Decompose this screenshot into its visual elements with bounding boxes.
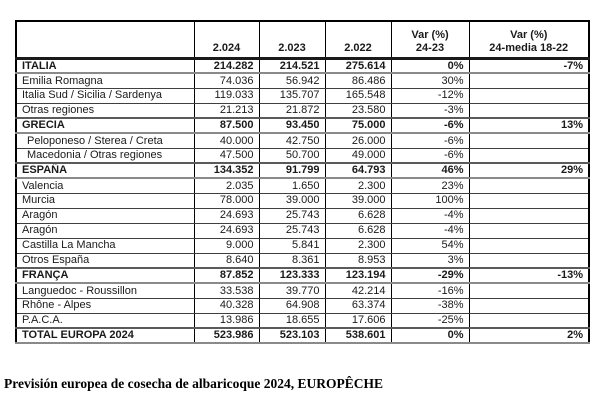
region-label: Languedoc - Roussillon [16,283,194,298]
value-cell [469,148,589,163]
value-cell: 134.352 [194,163,259,178]
value-cell: -3% [391,103,469,118]
value-cell: 40.328 [194,298,259,313]
value-cell: 74.036 [194,73,259,88]
value-cell: -13% [469,268,589,283]
value-cell: 8.953 [325,253,391,268]
value-cell: 49.000 [325,148,391,163]
header-year-2022-label: 2.022 [344,41,372,54]
value-cell: -12% [391,88,469,103]
value-cell: 165.548 [325,88,391,103]
value-cell: 33.538 [194,283,259,298]
value-cell: 6.628 [325,208,391,223]
value-cell: -6% [391,118,469,133]
region-label: Castilla La Mancha [16,238,194,253]
value-cell [469,178,589,193]
value-cell: 75.000 [325,118,391,133]
value-cell: 86.486 [325,73,391,88]
value-cell: 42.750 [259,133,325,148]
value-cell: 8.640 [194,253,259,268]
value-cell: -25% [391,313,469,328]
table-row [16,193,589,208]
value-cell: -4% [391,223,469,238]
table-row [16,298,589,313]
value-cell [469,88,589,103]
harvest-forecast-table [15,20,590,344]
value-cell: 26.000 [325,133,391,148]
table-row [16,238,589,253]
table-row [16,313,589,328]
value-cell: 2.300 [325,238,391,253]
header-year-2023 [259,21,325,58]
value-cell: 50.700 [259,148,325,163]
value-cell: 523.103 [259,328,325,343]
region-label: Aragón [16,208,194,223]
region-label: GRECIA [16,118,194,133]
header-year-2024 [194,21,259,58]
value-cell [469,253,589,268]
value-cell: 39.000 [325,193,391,208]
value-cell: 214.282 [194,58,259,73]
value-cell [469,223,589,238]
value-cell: 46% [391,163,469,178]
value-cell: -7% [469,58,589,73]
table-row [16,253,589,268]
value-cell: 25.743 [259,208,325,223]
value-cell: 0% [391,328,469,343]
value-cell: 21.872 [259,103,325,118]
region-label: ITALIA [16,58,194,73]
section-row [16,328,589,343]
table-row [16,283,589,298]
value-cell: 100% [391,193,469,208]
value-cell: 24.693 [194,223,259,238]
value-cell: 275.614 [325,58,391,73]
value-cell: 17.606 [325,313,391,328]
value-cell: 23.580 [325,103,391,118]
value-cell: 64.908 [259,298,325,313]
region-label: Valencia [16,178,194,193]
header-var-24-media-line1: Var (%) [510,29,548,42]
table-row [16,103,589,118]
table-row [16,178,589,193]
region-label: Aragón [16,223,194,238]
value-cell: 56.942 [259,73,325,88]
table-row [16,208,589,223]
region-label: P.A.C.A. [16,313,194,328]
value-cell: 538.601 [325,328,391,343]
section-row [16,163,589,178]
table-row [16,73,589,88]
region-label: Emilia Romagna [16,73,194,88]
section-row [16,268,589,283]
value-cell: 119.033 [194,88,259,103]
region-label: FRANÇA [16,268,194,283]
value-cell: 39.000 [259,193,325,208]
region-label: Otros España [16,253,194,268]
value-cell: 40.000 [194,133,259,148]
region-label: ESPAÑA [16,163,194,178]
value-cell: 87.852 [194,268,259,283]
region-label: Otras regiones [16,103,194,118]
value-cell: 123.333 [259,268,325,283]
value-cell: 21.213 [194,103,259,118]
value-cell: -6% [391,133,469,148]
header-var-24-media [469,21,589,58]
value-cell: 2.300 [325,178,391,193]
value-cell: 13.986 [194,313,259,328]
value-cell [469,103,589,118]
region-label: Italia Sud / Sicilia / Sardenya [16,88,194,103]
value-cell: 42.214 [325,283,391,298]
table-row [16,88,589,103]
value-cell: 1.650 [259,178,325,193]
value-cell: -38% [391,298,469,313]
value-cell: 29% [469,163,589,178]
value-cell [469,73,589,88]
region-label: Peloponeso / Sterea / Creta [16,133,194,148]
value-cell: -16% [391,283,469,298]
region-label: Murcia [16,193,194,208]
region-label: Rhône - Alpes [16,298,194,313]
value-cell: 47.500 [194,148,259,163]
header-year-2024-label: 2.024 [212,41,241,54]
value-cell: 3% [391,253,469,268]
value-cell: 5.841 [259,238,325,253]
value-cell: -4% [391,208,469,223]
header-var-24-23-line2: 24-23 [415,41,445,54]
value-cell [469,283,589,298]
value-cell [469,298,589,313]
value-cell: 93.450 [259,118,325,133]
table-row [16,223,589,238]
value-cell: -29% [391,268,469,283]
value-cell: 9.000 [194,238,259,253]
value-cell: 63.374 [325,298,391,313]
header-var-24-23-line1: Var (%) [411,29,449,42]
value-cell: 39.770 [259,283,325,298]
header-year-2023-label: 2.023 [278,41,306,54]
value-cell: 135.707 [259,88,325,103]
value-cell: 30% [391,73,469,88]
value-cell [469,238,589,253]
table-row [16,133,589,148]
value-cell: 91.799 [259,163,325,178]
value-cell [469,133,589,148]
value-cell: 123.194 [325,268,391,283]
header-region [16,21,194,58]
value-cell: 6.628 [325,223,391,238]
value-cell [469,193,589,208]
table-caption: Previsión europea de cosecha de albaricoque 2024, EUROPÊCHE [4,376,383,391]
value-cell: 87.500 [194,118,259,133]
region-label: Macedonia / Otras regiones [16,148,194,163]
value-cell [469,313,589,328]
header-var-24-media-line2: 24-media 18-22 [489,41,569,54]
section-row [16,58,589,73]
value-cell: -6% [391,148,469,163]
value-cell: 64.793 [325,163,391,178]
header-row [16,21,589,58]
value-cell: 23% [391,178,469,193]
value-cell: 8.361 [259,253,325,268]
value-cell: 523.986 [194,328,259,343]
table-row [16,148,589,163]
value-cell: 214.521 [259,58,325,73]
value-cell: 25.743 [259,223,325,238]
value-cell: 18.655 [259,313,325,328]
section-row [16,118,589,133]
region-label: TOTAL EUROPA 2024 [16,328,194,343]
header-var-24-23 [391,21,469,58]
value-cell: 54% [391,238,469,253]
header-year-2022 [325,21,391,58]
value-cell: 0% [391,58,469,73]
value-cell: 24.693 [194,208,259,223]
value-cell: 78.000 [194,193,259,208]
value-cell: 2.035 [194,178,259,193]
value-cell: 13% [469,118,589,133]
value-cell: 2% [469,328,589,343]
value-cell [469,208,589,223]
